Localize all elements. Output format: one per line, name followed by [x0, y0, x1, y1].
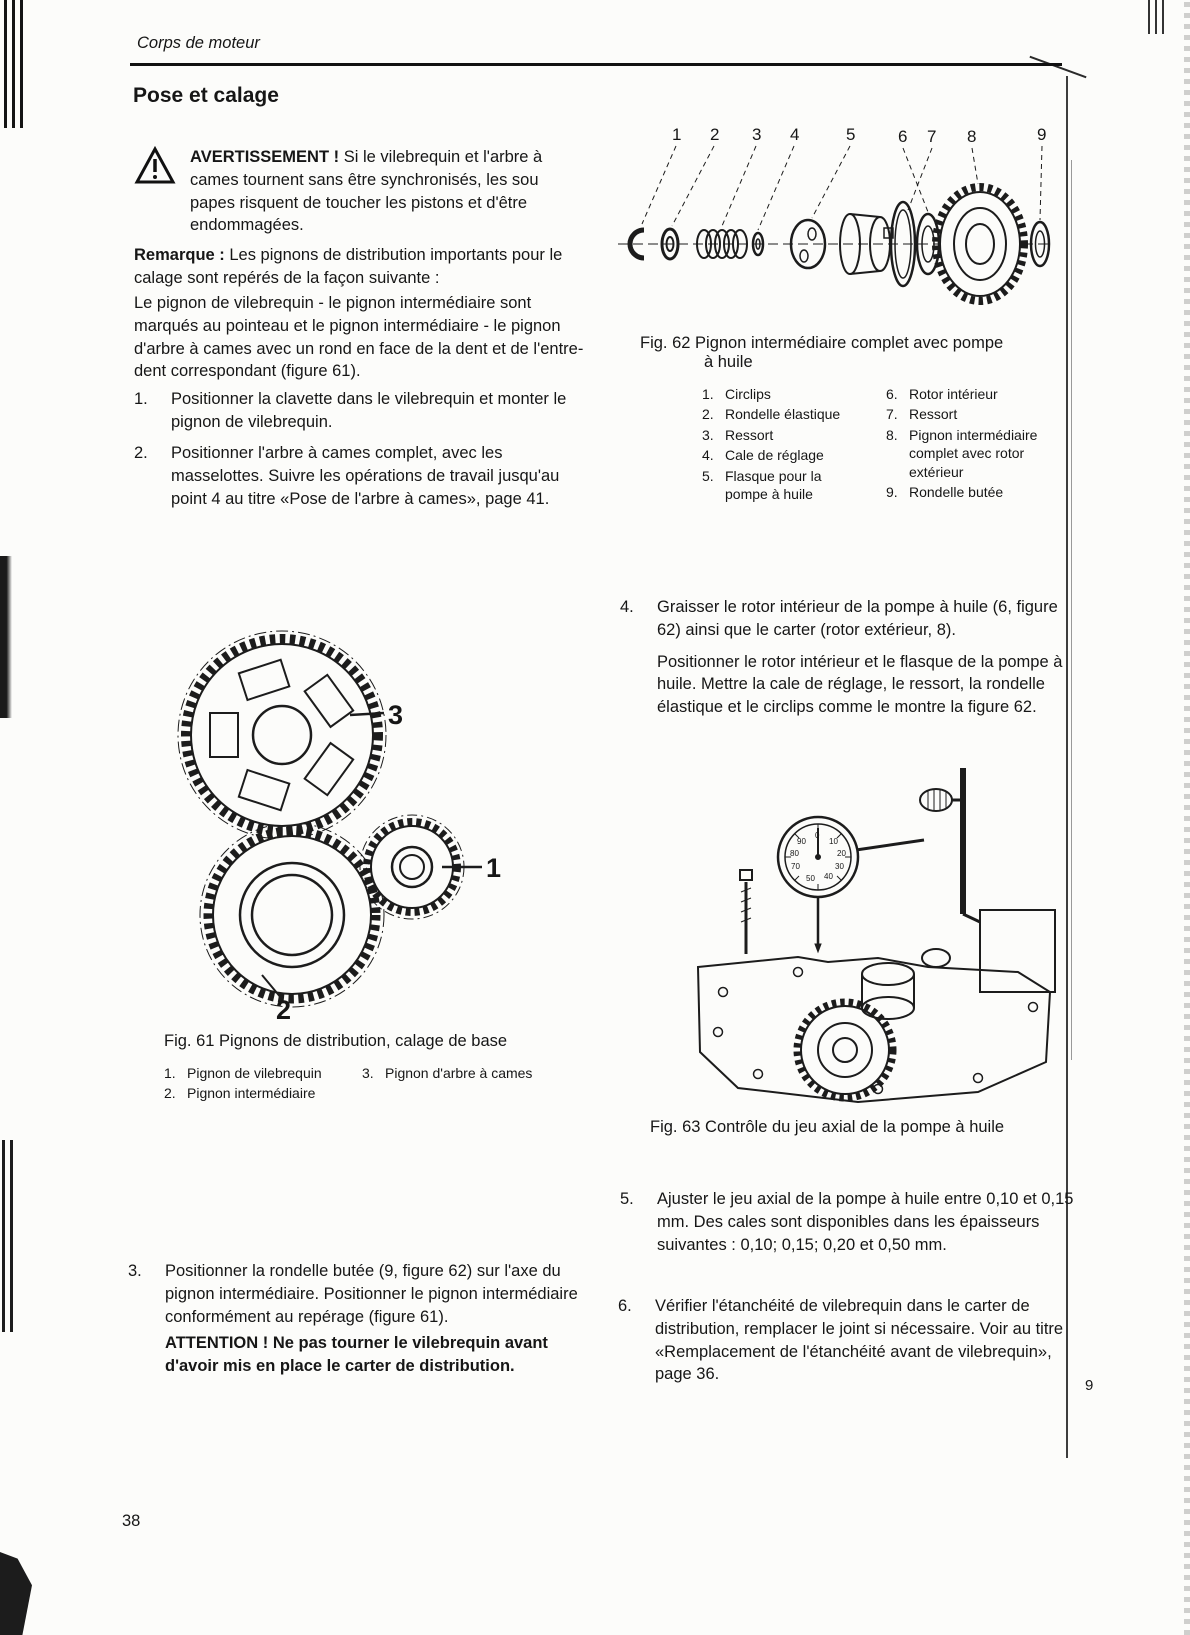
legend-item: 6. Rotor intérieur: [886, 386, 998, 402]
crankshaft-gear: [367, 822, 482, 912]
step-number: 2.: [134, 444, 148, 462]
header-rule: [130, 63, 1062, 66]
fig62-caption-line1: Fig. 62 Pignon intermédiaire complet avec pompe: [640, 334, 1004, 352]
callout-number: 5: [846, 125, 856, 144]
intro-paragraph: Le pignon de vilebrequin - le pignon intermédiaire sont marqués au pointeau et le pignon intermédiaire - le pignon d'arbre à cames avec un rond en face de la dent et de l'entre-dent correspondant (figure 61).: [134, 294, 584, 381]
svg-text:90: 90: [797, 837, 806, 846]
svg-text:10: 10: [829, 837, 838, 846]
callout-number: 2: [276, 995, 292, 1023]
intermediate-gear: [208, 831, 376, 999]
step-number: 1.: [134, 390, 148, 408]
callout-number: 3: [752, 125, 762, 144]
step-2: [134, 442, 589, 510]
fig62-caption: [640, 334, 1070, 372]
fig62-diagram: [598, 116, 1070, 330]
svg-text:80: 80: [790, 849, 799, 858]
callout-number: 7: [927, 127, 937, 146]
legend-item: 5. Flasque pour la pompe à huile: [702, 467, 822, 503]
legend-item: 3. Ressort: [702, 426, 774, 443]
step-text: [657, 596, 1072, 719]
remarque-body: Les pignons de distribution importants pour le calage sont repérés de la façon suivante :: [134, 246, 563, 287]
legend-item: 2. Rondelle élastique: [702, 406, 841, 423]
step-5: [620, 1188, 1075, 1256]
svg-text:0: 0: [815, 831, 820, 840]
legend-item: 3. Pignon d'arbre à cames: [362, 1065, 533, 1081]
step-text: Vérifier l'étanchéité de vilebrequin dans le carter de distribution, remplacer le joint si nécessaire. Voir au titre «Remplacement de l'étanchéité avant de vilebrequin», page 36.: [655, 1297, 1064, 1384]
step-number: 5.: [620, 1190, 634, 1208]
fig62-callouts: [672, 125, 1046, 146]
legend-item: 4. Cale de réglage: [702, 447, 824, 464]
legend-item: 1. Pignon de vilebrequin: [164, 1065, 322, 1081]
page-number: 38: [122, 1512, 141, 1530]
step-text: Ajuster le jeu axial de la pompe à huile entre 0,10 et 0,15 mm. Des cales sont disponibles dans les épaisseurs suivantes : 0,10; 0,15; 0,20 et 0,50 mm.: [657, 1190, 1074, 1254]
fig63-caption: Fig. 63 Contrôle du jeu axial de la pompe à huile: [650, 1118, 1005, 1136]
legend-item: 9. Rondelle butée: [886, 484, 1004, 501]
step-number: 4.: [620, 598, 634, 616]
scan-artifact: [0, 556, 12, 718]
scan-artifact: [2, 1140, 18, 1332]
step-number: 6.: [618, 1297, 632, 1315]
callout-number: 1: [486, 853, 502, 883]
legend-item: 1. Circlips: [702, 386, 771, 402]
step-4: [620, 596, 1072, 719]
step-6: [618, 1295, 1078, 1386]
svg-text:30: 30: [835, 862, 844, 871]
callout-number: 2: [710, 125, 720, 144]
running-header: Corps de moteur: [137, 34, 260, 52]
svg-text:50: 50: [806, 874, 815, 883]
fig61-caption: Fig. 61 Pignons de distribution, calage de base: [164, 1032, 508, 1050]
fig63-svg: [678, 762, 1073, 1114]
callout-number: 3: [388, 700, 404, 730]
fig61-diagram: [160, 615, 530, 1023]
fig61-legend-col2: [362, 1064, 562, 1084]
step-text: Positionner la rondelle butée (9, figure 62) sur l'axe du pignon intermédiaire. Positionner le pignon intermédiaire conformément au repérage (figure 61).: [165, 1262, 578, 1326]
step-3: [128, 1260, 583, 1328]
callout-number: 4: [790, 125, 800, 144]
scan-artifact: [1148, 0, 1164, 34]
remarque-label: Remarque :: [134, 246, 225, 264]
callout-number: 1: [672, 125, 682, 144]
scan-artifact: [1029, 56, 1086, 78]
remarque-paragraph: [134, 244, 564, 290]
callout-number: 8: [967, 127, 977, 146]
svg-text:40: 40: [824, 872, 833, 881]
page-title: Pose et calage: [133, 84, 279, 107]
step-4-paragraph-2: Positionner le rotor intérieur et le flasque de la pompe à huile. Mettre la cale de réglage, le ressort, la rondelle élastique et le circlips comme le montre la figure 62.: [657, 652, 1063, 717]
fig61-svg: [160, 615, 530, 1023]
callout-number: 9: [1037, 125, 1047, 144]
scan-artifact: [1184, 0, 1190, 1635]
step-1: [134, 388, 584, 434]
step-number: 3.: [128, 1262, 142, 1280]
warning-triangle-icon: [134, 146, 176, 237]
camshaft-gear: [186, 639, 384, 831]
fig63-diagram: [678, 762, 1073, 1114]
pump-gear: [797, 1002, 893, 1098]
callout-number: 6: [898, 127, 908, 146]
step-text: Positionner l'arbre à cames complet, avec les masselottes. Suivre les opérations de travail jusqu'au point 4 au titre «Pose de l'arbre à cames», page 41.: [171, 444, 560, 508]
warning-label: AVERTISSEMENT !: [190, 148, 340, 166]
svg-text:70: 70: [791, 862, 800, 871]
fig62-legend-col2: [886, 385, 1058, 504]
warning-block: [134, 146, 590, 237]
legend-item: 2. Pignon intermédiaire: [164, 1085, 316, 1102]
warning-text: [190, 146, 586, 237]
attention-note: ATTENTION ! Ne pas tourner le vilebrequin avant d'avoir mis en place le carter de distribution.: [165, 1334, 548, 1375]
legend-item: 8. Pignon intermédiaire complet avec rotor extérieur: [886, 426, 1038, 480]
scan-artifact: [4, 0, 26, 128]
fig62-legend-col1: [702, 385, 880, 506]
fig62-svg: [598, 116, 1070, 330]
step-text: Positionner la clavette dans le vilebrequin et monter le pignon de vilebrequin.: [171, 390, 567, 431]
warning-body: Si le vilebrequin et l'arbre à cames tournent sans être synchronisés, les sou papes risquent de toucher les pistons et d'être endommagées.: [190, 148, 543, 235]
svg-text:20: 20: [837, 849, 846, 858]
fig62-caption-line2: à huile: [704, 353, 753, 371]
fig61-legend-col1: [164, 1064, 354, 1105]
scan-artifact: [0, 1552, 32, 1635]
step-4-paragraph-1: Graisser le rotor intérieur de la pompe à huile (6, figure 62) ainsi que le carter (rotor extérieur, 8).: [657, 598, 1058, 639]
margin-page-number: 9: [1085, 1377, 1094, 1394]
legend-item: 7. Ressort: [886, 406, 958, 423]
